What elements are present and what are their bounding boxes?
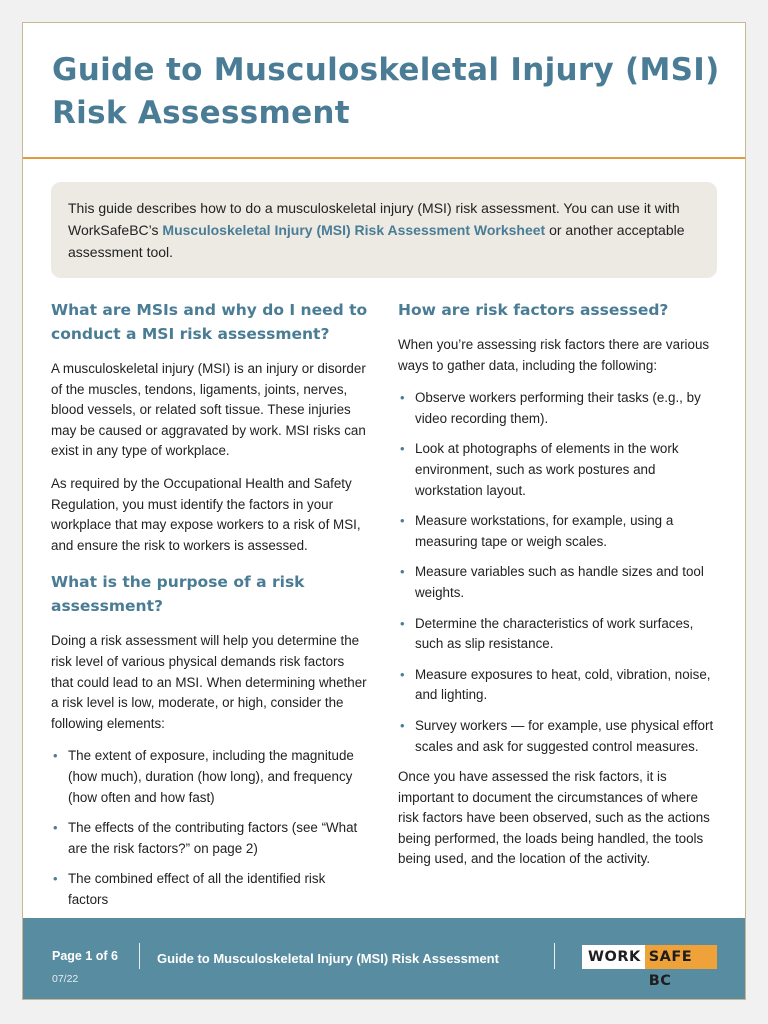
list-item [398, 388, 720, 429]
list-item-text: Observe workers performing their tasks (e.g., by video recording them). [415, 390, 701, 426]
list-item [51, 869, 369, 910]
bullet-icon: • [400, 564, 405, 580]
list-item [51, 818, 369, 859]
title-line-2: Risk Assessment [52, 95, 350, 131]
list-item [398, 614, 720, 655]
paragraph-purpose: Doing a risk assessment will help you determine the risk level of various physical demands risk factors that could lead to an MSI. When determining whether a risk level is low, moderate, or high, consider the following elements: [51, 633, 367, 731]
list-item [398, 665, 720, 706]
list-item [398, 562, 720, 603]
left-column [51, 298, 369, 920]
list-item-text: The combined effect of all the identified risk factors [68, 871, 326, 907]
footer-divider [554, 943, 555, 969]
logo-safebc-text: SAFE BC [645, 945, 717, 969]
list-item-text: Measure exposures to heat, cold, vibration, noise, and lighting. [415, 666, 711, 703]
document-page [22, 22, 746, 1000]
page-footer [23, 918, 746, 1000]
list-item-text: Measure variables such as handle sizes and tool weights. [415, 564, 704, 600]
heading-purpose: What is the purpose of a risk assessment? [51, 573, 305, 616]
paragraph-regulation: As required by the Occupational Health and Safety Regulation, you must identify the factors in your workplace that may expose workers to a risk of MSI, and ensure the risk to workers is assessed. [51, 475, 361, 553]
bullet-icon: • [400, 441, 405, 457]
list-item-text: The effects of the contributing factors (see “What are the risk factors?” on page 2) [68, 820, 358, 856]
logo-work-text: WORK [582, 945, 645, 969]
bullet-icon: • [400, 666, 405, 682]
footer-divider [139, 943, 140, 969]
page-number: Page 1 of 6 [52, 949, 118, 963]
methods-list [398, 388, 720, 757]
bullet-icon: • [400, 513, 405, 529]
bullet-icon: • [400, 390, 405, 406]
intro-text-before: This guide describes how to do a musculoskeletal injury (MSI) risk assessment. You can use it with WorkSafeBC’s [68, 200, 680, 238]
intro-text-after: or another acceptable assessment tool. [68, 222, 685, 260]
list-item [398, 439, 720, 501]
document-title [52, 49, 732, 135]
list-item-text: Determine the characteristics of work surfaces, such as slip resistance. [415, 615, 694, 652]
bullet-icon: • [400, 615, 405, 631]
right-column [398, 298, 720, 882]
bullet-icon: • [400, 717, 405, 733]
list-item-text: Measure workstations, for example, using a measuring tape or weigh scales. [415, 513, 674, 549]
title-line-1: Guide to Musculoskeletal Injury (MSI) [52, 52, 720, 88]
bullet-icon: • [53, 871, 58, 887]
worksafebc-logo [582, 945, 717, 989]
heading-what-are-msis: What are MSIs and why do I need to conduct a MSI risk assessment? [51, 301, 368, 343]
footer-document-title: Guide to Musculoskeletal Injury (MSI) Risk Assessment [157, 951, 499, 966]
paragraph-gather-data: When you’re assessing risk factors there are various ways to gather data, including the following: [398, 337, 710, 373]
list-item-text: Survey workers — for example, use physical effort scales and ask for suggested control measures. [415, 717, 714, 754]
intro-callout [51, 182, 717, 278]
heading-how-assessed: How are risk factors assessed? [398, 301, 669, 319]
revision-date: 07/22 [52, 973, 79, 985]
elements-list [51, 746, 369, 910]
list-item [398, 511, 720, 552]
title-divider [23, 157, 746, 159]
list-item-text: Look at photographs of elements in the work environment, such as work postures and workstation layout. [415, 441, 679, 498]
list-item [398, 716, 720, 757]
bullet-icon: • [53, 748, 58, 764]
paragraph-document-circumstances: Once you have assessed the risk factors, it is important to document the circumstances of where risk factors have been observed, such as the actions being performed, the loads being handled, the tools being used, and the location of the activity. [398, 769, 710, 867]
list-item-text: The extent of exposure, including the magnitude (how much), duration (how long), and frequency (how often and how fast) [68, 748, 354, 805]
worksheet-link[interactable]: Musculoskeletal Injury (MSI) Risk Assessment Worksheet [162, 222, 546, 238]
paragraph-msi-definition: A musculoskeletal injury (MSI) is an injury or disorder of the muscles, tendons, ligaments, joints, nerves, blood vessels, or related soft tissue. These injuries may be caused or aggravated by work. MSI risks can exist in any type of workplace. [51, 361, 366, 459]
list-item [51, 746, 369, 808]
bullet-icon: • [53, 820, 58, 836]
